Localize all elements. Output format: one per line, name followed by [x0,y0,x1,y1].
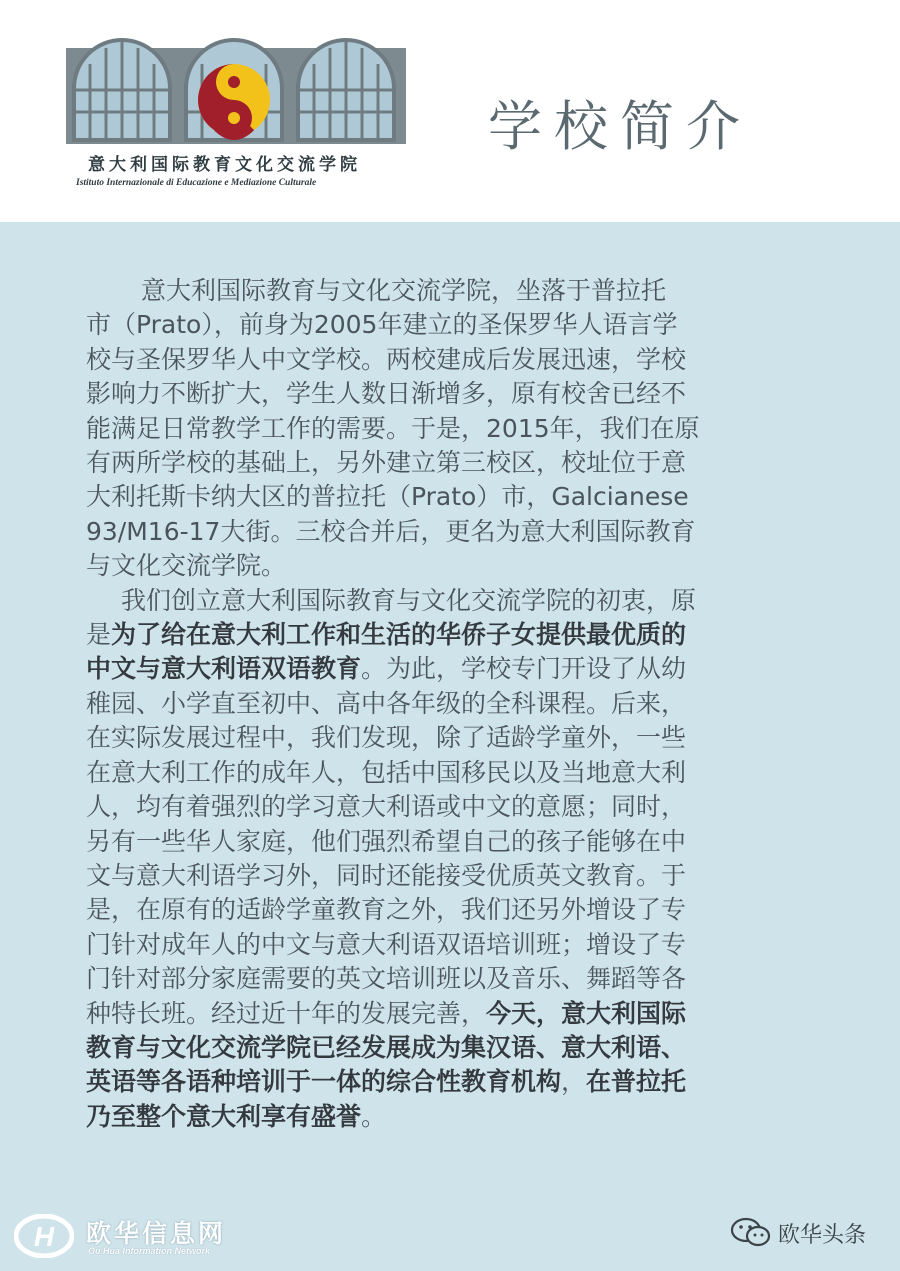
text-span: 。 [361,1101,387,1131]
article-body [86,274,816,1134]
paragraph-1 [86,274,816,584]
school-logo [66,28,406,198]
logo-italian-name: Istituto Internazionale di Educazione e Mediazione Culturale [76,178,317,188]
text-line: 人，均有着强烈的学习意大利语或中文的意愿；同时， [86,792,687,822]
text-line: 大利托斯卡纳大区的普拉托（Prato）市，Galcianese [86,482,689,512]
arches-logo-icon [66,28,406,148]
ouhua-watermark [14,1212,254,1262]
header [0,0,900,222]
text-line [86,1031,816,1065]
wechat-icon [730,1216,772,1248]
text-line: 在实际发展过程中，我们发现，除了适龄学童外，一些 [86,723,687,753]
text-line [86,1065,816,1099]
page-title: 学校简介 [488,95,752,158]
text-line: 我们创立意大利国际教育与文化交流学院的初衷，原 [121,585,697,615]
text-line [86,618,816,652]
text-line: 影响力不断扩大，学生人数日渐增多，原有校舍已经不 [86,379,687,409]
ouhua-english-name: Ou Hua Information Network [88,1246,211,1256]
text-line: 意大利国际教育与文化交流学院，坐落于普拉托 [141,276,667,305]
text-line: 能满足日常教学工作的需要。于是，2015年，我们在原 [86,413,700,443]
svg-text:H: H [33,1221,55,1252]
text-line: 与文化交流学院。 [86,551,287,581]
text-line: 稚园、小学直至初中、高中各年级的全科课程。后来， [86,688,687,718]
text-line: 另有一些华人家庭，他们强烈希望自己的孩子能够在中 [86,826,687,856]
bold-text: 中文与意大利语双语教育 [86,654,362,684]
text-line: 有两所学校的基础上，另外建立第三校区，校址位于意 [86,448,687,478]
text-line: 93/M16-17大街。三校合并后，更名为意大利国际教育 [86,516,696,546]
bold-text: 教育与文化交流学院已经发展成为集汉语、意大利语、 [86,1032,687,1062]
wechat-source-tag [730,1214,890,1250]
text-line: 市（Prato），前身为2005年建立的圣保罗华人语言学 [86,310,678,340]
text-line: 文与意大利语学习外，同时还能接受优质英文教育。于 [86,860,687,890]
ouhua-logo-icon [14,1214,74,1258]
text-line: 门针对部分家庭需要的英文培训班以及音乐、舞蹈等各 [86,964,687,994]
text-line [86,997,816,1031]
paragraph-2 [86,584,816,1135]
text-span: 种特长班。经过近十年的发展完善， [86,998,487,1028]
ouhua-chinese-name: 欧华信息网 [86,1219,227,1248]
bold-text: 乃至整个意大利享有盛誉 [86,1101,362,1131]
bold-text: 在普拉托 [586,1067,687,1097]
text-span: 。为此，学校专门开设了从幼 [361,654,687,684]
text-line: 门针对成年人的中文与意大利语双语培训班；增设了专 [86,929,687,959]
text-span: ， [561,1067,587,1097]
bold-text: 为了给在意大利工作和生活的华侨子女提供最优质的 [111,620,687,650]
text-line [86,1100,816,1134]
text-line [86,652,816,686]
bold-text: 英语等各语种培训于一体的综合性教育机构 [86,1067,562,1097]
bold-text: 今天，意大利国际 [486,998,687,1028]
text-line: 校与圣保罗华人中文学校。两校建成后发展迅速，学校 [86,344,687,374]
text-line: 在意大利工作的成年人，包括中国移民以及当地意大利 [86,757,687,787]
logo-chinese-name: 意大利国际教育文化交流学院 [88,155,361,175]
text-line: 是，在原有的适龄学童教育之外，我们还另外增设了专 [86,895,687,925]
wechat-account-name: 欧华头条 [778,1223,867,1248]
text-span: 是 [86,620,112,650]
